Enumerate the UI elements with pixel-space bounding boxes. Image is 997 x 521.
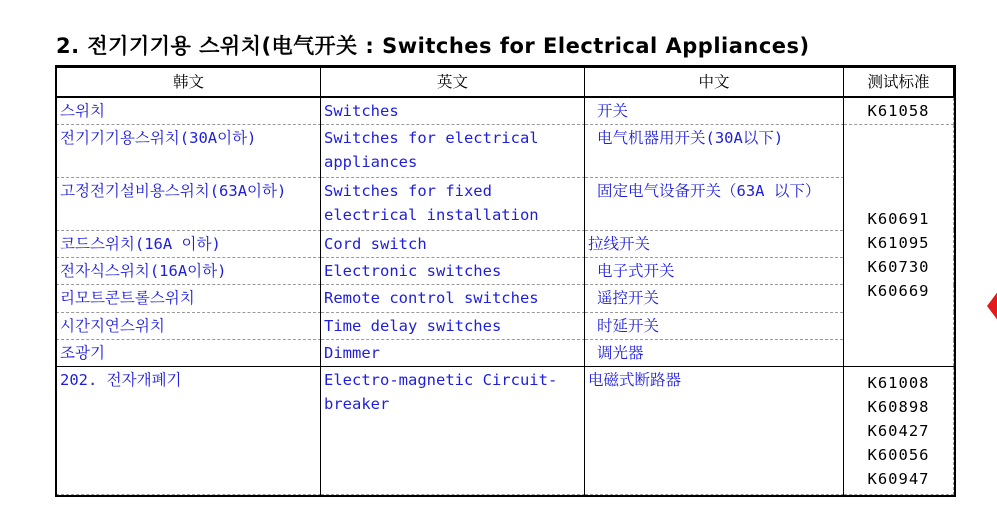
- chinese-cell: 遥控开关: [585, 285, 844, 312]
- standards-table: [56, 66, 954, 495]
- english-cell: Electronic switches: [321, 258, 585, 285]
- korean-cell: 전기기기용스위치(30A이하): [57, 125, 321, 178]
- table-row: [57, 230, 954, 257]
- standard-cell: K61008 K60898 K60427 K60056 K60947: [844, 367, 954, 495]
- column-divider: [843, 66, 844, 495]
- english-cell: Switches for electrical appliances: [321, 125, 585, 178]
- korean-cell: 202. 전자개폐기: [57, 367, 321, 495]
- table-row: [57, 312, 954, 339]
- chinese-cell: 固定电气设备开关（63A 以下）: [585, 178, 844, 231]
- english-cell: Dimmer: [321, 340, 585, 367]
- chinese-cell: 调光器: [585, 340, 844, 367]
- english-cell: Electro-magnetic Circuit-breaker: [321, 367, 585, 495]
- korean-cell: 스위치: [57, 97, 321, 125]
- table-row: [57, 340, 954, 367]
- chinese-cell: 拉线开关: [585, 230, 844, 257]
- english-cell: Switches for fixed electrical installation: [321, 178, 585, 231]
- column-divider: [584, 66, 585, 495]
- chinese-cell: 电磁式断路器: [585, 367, 844, 495]
- english-cell: Switches: [321, 97, 585, 125]
- korean-cell: 리모트콘트롤스위치: [57, 285, 321, 312]
- table-row: [57, 367, 954, 495]
- english-cell: Remote control switches: [321, 285, 585, 312]
- column-header-english: 英文: [321, 67, 585, 97]
- chinese-cell: 时延开关: [585, 312, 844, 339]
- korean-cell: 조광기: [57, 340, 321, 367]
- column-header-standard: 测试标准: [844, 67, 954, 97]
- table-row: [57, 178, 954, 231]
- document-title: 2. 전기기기용 스위치(电气开关 : Switches for Electrical Appliances): [56, 34, 810, 58]
- table-row: [57, 258, 954, 285]
- korean-cell: 시간지연스위치: [57, 312, 321, 339]
- korean-cell: 코드스위치(16A 이하): [57, 230, 321, 257]
- table-row: [57, 285, 954, 312]
- chinese-cell: 开关: [585, 97, 844, 125]
- english-cell: Time delay switches: [321, 312, 585, 339]
- standard-cell-merged: K60691 K61095 K60730 K60669: [844, 125, 954, 367]
- chinese-cell: 电子式开关: [585, 258, 844, 285]
- column-header-chinese: 中文: [585, 67, 844, 97]
- table-header-row: [57, 67, 954, 97]
- column-divider: [320, 66, 321, 495]
- chinese-cell: 电气机器用开关(30A以下): [585, 125, 844, 178]
- column-header-korean: 韩文: [57, 67, 321, 97]
- table-row: [57, 97, 954, 125]
- table-row: [57, 125, 954, 178]
- korean-cell: 전자식스위치(16A이하): [57, 258, 321, 285]
- korean-cell: 고정전기설비용스위치(63A이하): [57, 178, 321, 231]
- standard-cell: K61058: [844, 97, 954, 125]
- english-cell: Cord switch: [321, 230, 585, 257]
- left-arrow-icon[interactable]: [987, 290, 997, 322]
